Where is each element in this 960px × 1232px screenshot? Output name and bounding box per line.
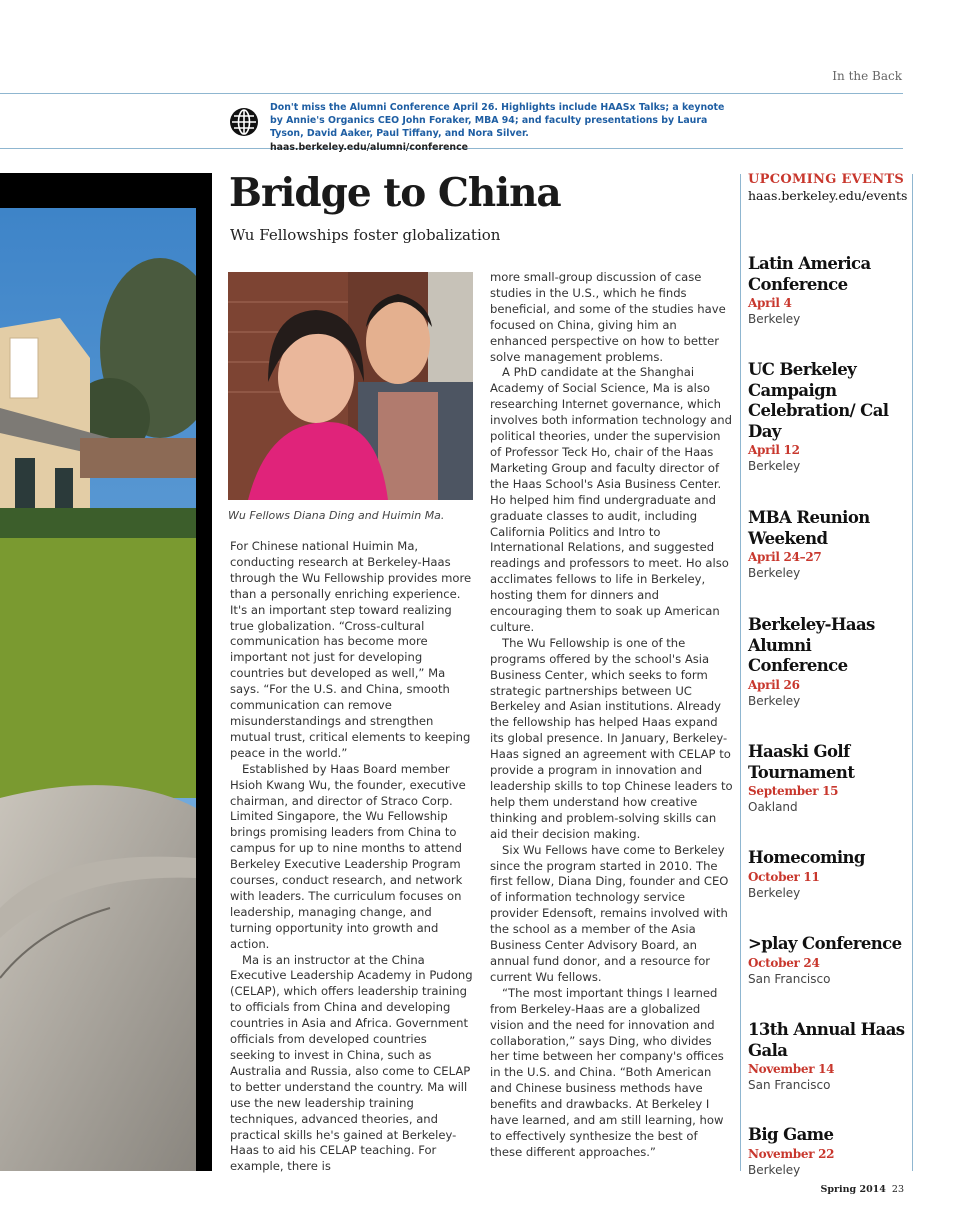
page-folio xyxy=(820,1184,904,1195)
sidebar-divider-right xyxy=(912,174,913,1171)
event-date: April 26 xyxy=(748,677,800,692)
event-date: April 24–27 xyxy=(748,550,822,564)
event-place: San Francisco xyxy=(748,1078,831,1092)
paragraph: more small-group discussion of case studies in the U.S., which he finds beneficial, and some of the studies have focused on China, giving him an enhanced perspective on how to better solve management problems. xyxy=(490,270,726,364)
paragraph: Six Wu Fellows have come to Berkeley since the program started in 2010. The first fellow, Diana Ding, founder and CEO of information technology service provider Edensoft, remains involved with the school as a member of the Asia Business Center Advisory Board, an annual fund donor, and a resource for current Wu fellows. xyxy=(490,842,729,984)
promo-banner xyxy=(229,101,869,153)
event-date: November 22 xyxy=(748,1146,835,1161)
event-name: Big Game xyxy=(748,1125,834,1144)
event-name: Berkeley-Haas Alumni Conference xyxy=(748,615,875,675)
globe-icon xyxy=(229,107,259,137)
paragraph: A PhD candidate at the Shanghai Academy of Social Science, Ma is also researching Internet governance, which involves both information technology and political theories, under the supervision of Professor Teck Ho, chair of the Haas Marketing Group and faculty director of the Haas School's Asia Business Center. Ho helped him find undergraduate and graduate classes to audit, including California Politics and Intro to International Relations, and suggested readings and professors to meet. Ho also acclimates fellows to life in Berkeley, hosting them for dinners and encouraging them to soak up American culture. xyxy=(490,365,732,634)
article-headline: Bridge to China xyxy=(229,170,561,216)
section-label: In the Back xyxy=(832,69,902,83)
promo-link[interactable]: haas.berkeley.edu/alumni/conference xyxy=(270,141,469,153)
paragraph: Established by Haas Board member Hsioh Kwang Wu, the founder, executive chairman, and director of Straco Corp. Limited Singapore, the Wu Fellowship brings promising leaders from China to campus for up to nine months to attend Berkeley Executive Leadership Program courses, conduct research, and network with leaders. The curriculum focuses on leadership, managing change, and turning opportunity into growth and action. xyxy=(230,761,466,951)
paragraph: “The most important things I learned from Berkeley-Haas are a globalized vision and the need for innovation and collaboration,” says Ding, who divides her time between her company's offices in the U.S. and China. “Both American and Chinese business methods have benefits and drawbacks. At Berkeley I have learned, and am still learning, how to effectively synthesize the best of these different approaches.” xyxy=(490,985,724,1159)
top-rule xyxy=(0,93,903,94)
event-name: UC Berkeley Campaign Celebration/ Cal Day xyxy=(748,360,889,441)
event-date: April 4 xyxy=(748,296,792,310)
event-item xyxy=(748,934,910,987)
event-place: Berkeley xyxy=(748,566,801,580)
paragraph: The Wu Fellowship is one of the programs offered by the school's Asia Business Center, which seeks to form strategic partnerships between UC Berkeley and Asian institutions. Already the fellowship has helped Haas expand its global presence. In January, Berkeley-Haas signed an agreement with CELAP to provide a program in innovation and leadership skills to top Chinese leaders to help them understand how creative thinking and problem-solving skills can aid their decision making. xyxy=(490,635,733,841)
photo-caption: Wu Fellows Diana Ding and Huimin Ma. xyxy=(228,509,445,522)
event-name: 13th Annual Haas Gala xyxy=(748,1020,905,1060)
issue-label: Spring 2014 xyxy=(820,1184,886,1195)
page-number: 23 xyxy=(891,1184,904,1195)
event-place: Berkeley xyxy=(748,1162,801,1177)
event-place: Berkeley xyxy=(748,459,801,473)
events-heading: UPCOMING EVENTS xyxy=(748,172,905,187)
event-item xyxy=(748,848,910,901)
paragraph: Ma is an instructor at the China Executive Leadership Academy in Pudong (CELAP), which offers leadership training to officials from China and developing countries in Asia and Africa. Government officials from developed countries seeking to invest in China, such as Australia and Russia, also come to CELAP to better understand the country. Ma will use the new leadership training techniques, advanced theories, and practical skills he's gained at Berkeley-Haas to aid his CELAP teaching. For example, there is xyxy=(230,952,473,1174)
event-date: September 15 xyxy=(748,784,839,798)
article-dek: Wu Fellowships foster globalization xyxy=(230,226,501,244)
event-item xyxy=(748,1020,910,1093)
event-date: October 24 xyxy=(748,955,820,970)
event-date: October 11 xyxy=(748,869,820,884)
article-column-1 xyxy=(230,539,475,1175)
event-name: Homecoming xyxy=(748,848,865,867)
event-name: MBA Reunion Weekend xyxy=(748,508,870,548)
campus-photo xyxy=(0,208,196,1171)
portrait-photo xyxy=(228,272,473,500)
event-name: >play Conference xyxy=(748,934,902,953)
event-item xyxy=(748,742,910,815)
event-name: Haaski Golf Tournament xyxy=(748,742,855,782)
event-date: April 12 xyxy=(748,443,800,457)
events-link[interactable]: haas.berkeley.edu/events xyxy=(748,188,908,203)
promo-message: Don't miss the Alumni Conference April 26. Highlights include HAASx Talks; a keynote by Annie's Organics CEO John Foraker, MBA 94; and faculty presentations by Laura Tyson, David Aaker, Paul Tiffany, and Nora Silver. xyxy=(270,102,725,140)
event-name: Latin America Conference xyxy=(748,254,871,294)
event-item xyxy=(748,360,910,474)
event-date: November 14 xyxy=(748,1062,835,1076)
event-place: San Francisco xyxy=(748,971,831,986)
event-place: Berkeley xyxy=(748,693,801,708)
paragraph: For Chinese national Huimin Ma, conducting research at Berkeley-Haas through the Wu Fellowship provides more than a personally enriching experience. It's an important step toward realizing true globalization. “Cross-cultural communication has become more important not just for developing countries but developed as well,” Ma says. “For the U.S. and China, smooth communication can remove misunderstandings and strengthen mutual trust, critical elements to keeping peace in the world.” xyxy=(230,539,472,760)
event-item xyxy=(748,254,910,327)
event-place: Berkeley xyxy=(748,312,801,326)
event-place: Berkeley xyxy=(748,885,801,900)
article-column-2 xyxy=(490,270,733,1161)
event-place: Oakland xyxy=(748,800,798,814)
event-item xyxy=(748,508,910,581)
event-item xyxy=(748,1125,910,1178)
sidebar-divider xyxy=(740,174,741,1171)
promo-text xyxy=(270,101,730,154)
event-item xyxy=(748,615,910,709)
